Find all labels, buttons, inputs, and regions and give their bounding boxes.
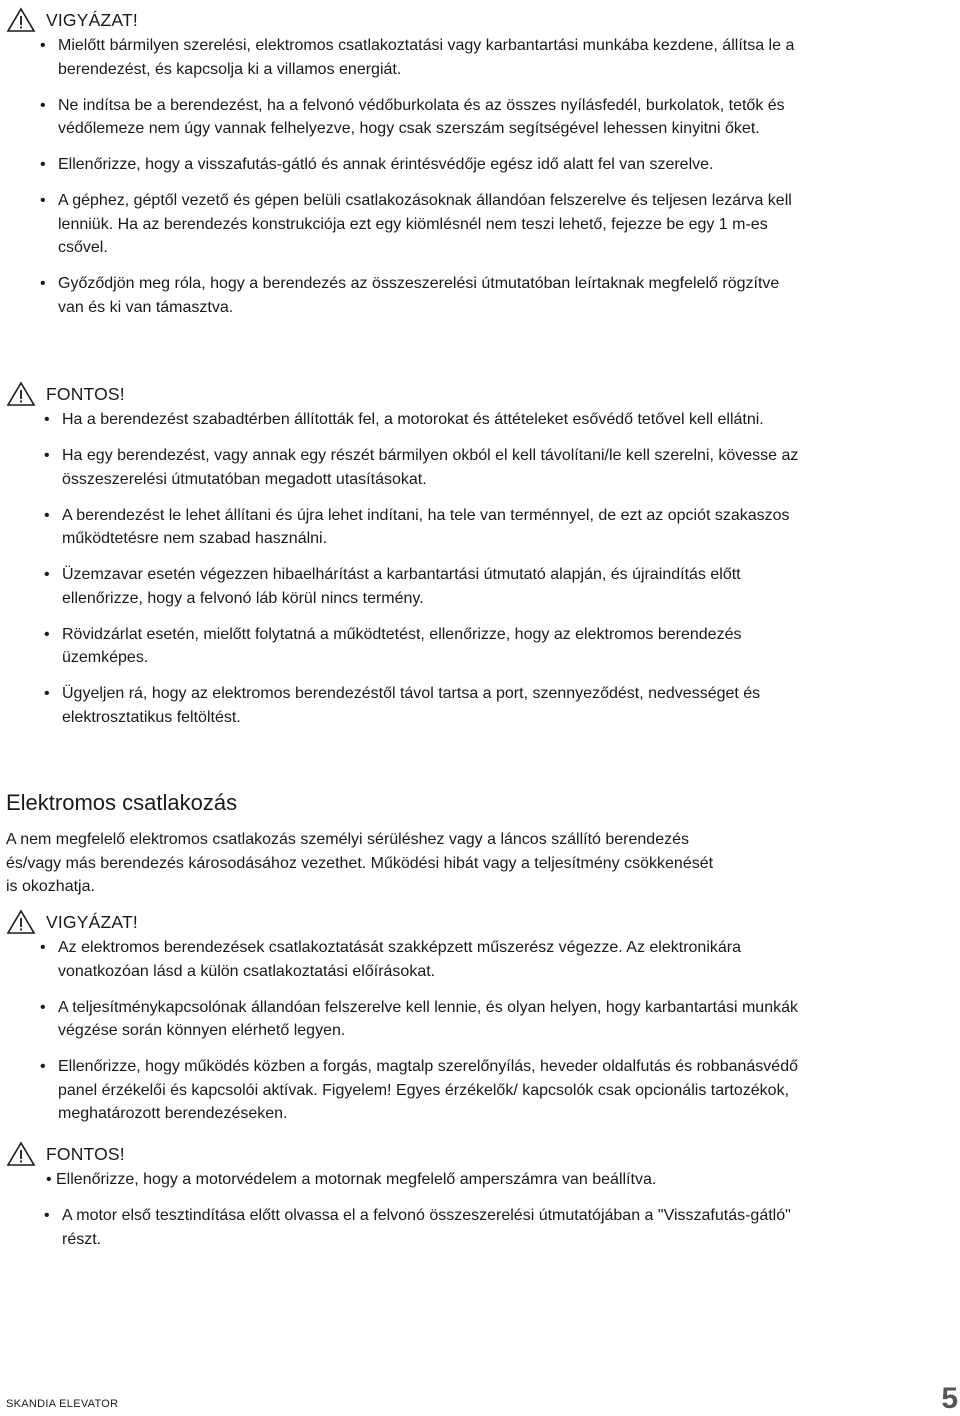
- warning-triangle-icon: [6, 1141, 36, 1167]
- list-item: • Ha egy berendezést, vagy annak egy részét bármilyen okból el kell távolítani/le kell szerelni, kövesse az összeszerelési útmutatóban megadott utasításokat.: [62, 444, 802, 491]
- list-item: • Ellenőrizze, hogy a motorvédelem a motornak megfelelő amperszámra van beállítva.: [56, 1168, 796, 1192]
- important-block-1: [6, 380, 956, 742]
- warning-block-2: [6, 908, 956, 1138]
- warning-heading: [6, 6, 956, 34]
- page-number: 5: [941, 1382, 958, 1415]
- list-item: • Mielőtt bármilyen szerelési, elektromos csatlakoztatási vagy karbantartási munkába kezdene, állítsa le a berendezést, és kapcsolja ki a villamos energiát.: [58, 34, 798, 81]
- list-item: • Ne indítsa be a berendezést, ha a felvonó védőburkolata és az összes nyílásfedél, burkolatok, tetők és védőlemeze nem úgy vannak felhelyezve, hogy csak szerszám segítségével lehessen kinyitni őket.: [58, 94, 798, 141]
- section-intro: A nem megfelelő elektromos csatlakozás személyi sérüléshez vagy a láncos szállító berendezés és/vagy más berendezés károsodásához vezethet. Működési hibát vagy a teljesítmény csökkenését is okozhatja.: [6, 831, 714, 895]
- list-item: • Ellenőrizze, hogy a visszafutás-gátló és annak érintésvédője egész idő alatt fel van szerelve.: [58, 153, 798, 177]
- list-item: • A teljesítménykapcsolónak állandóan felszerelve kell lennie, és olyan helyen, hogy karbantartási munkák végzése során könnyen elérhető legyen.: [58, 996, 798, 1043]
- list-item: • A géphez, géptől vezető és gépen belüli csatlakozásoknak állandóan felszerelve és teljesen lezárva kell lenniük. Ha az berendezés konstrukciója ezt egy kiömlésnél nem teszi lehető, fejezze be egy 1 m-es csővel.: [58, 189, 798, 260]
- warning-heading: [6, 908, 956, 936]
- footer-brand: SKANDIA ELEVATOR: [6, 1398, 119, 1410]
- warning-list-2: [58, 936, 956, 1126]
- list-item: • Az elektromos berendezések csatlakoztatását szakképzett műszerész végezze. Az elektronikára vonatkozóan lásd a külön csatlakoztatási előírásokat.: [58, 936, 798, 983]
- list-item: • Üzemzavar esetén végezzen hibaelhárítást a karbantartási útmutató alapján, és újraindítás előtt ellenőrizze, hogy a felvonó láb körül nincs termény.: [62, 563, 802, 610]
- warning-triangle-icon: [6, 909, 36, 935]
- list-item: • Győződjön meg róla, hogy a berendezés az összeszerelési útmutatóban leírtaknak megfelelő rögzítve van és ki van támasztva.: [58, 272, 798, 319]
- warning-heading-text: VIGYÁZAT!: [46, 9, 138, 30]
- list-item: • Ha a berendezést szabadtérben állították fel, a motorokat és áttételeket esővédő tetővel kell ellátni.: [62, 408, 802, 432]
- important-heading: [6, 380, 956, 408]
- list-item: • Ellenőrizze, hogy működés közben a forgás, magtalp szerelőnyílás, heveder oldalfutás és robbanásvédő panel érzékelői és kapcsolói aktívak. Figyelem! Egyes érzékelők/ kapcsolók csak opcionális tartozékok, meghatározott berendezéseken.: [58, 1055, 798, 1126]
- important-list-1: [62, 408, 956, 729]
- important-heading: [6, 1140, 956, 1168]
- list-item: • Rövidzárlat esetén, mielőtt folytatná a működtetést, ellenőrizze, hogy az elektromos berendezés üzemképes.: [62, 623, 802, 670]
- warning-list-1: [58, 34, 956, 319]
- warning-heading-text: VIGYÁZAT!: [46, 911, 138, 932]
- list-item: • A motor első tesztindítása előtt olvassa el a felvonó összeszerelési útmutatójában a "Visszafutás-gátló" részt.: [62, 1204, 802, 1251]
- important-block-2: [6, 1140, 956, 1264]
- list-item: • A berendezést le lehet állítani és újra lehet indítani, ha tele van terménnyel, de ezt az opciót szakaszos működtetésre nem szabad használni.: [62, 504, 802, 551]
- warning-block-1: [6, 6, 956, 332]
- warning-triangle-icon: [6, 7, 36, 33]
- important-heading-text: FONTOS!: [46, 1143, 125, 1164]
- section-title: Elektromos csatlakozás: [6, 790, 238, 815]
- list-item: • Ügyeljen rá, hogy az elektromos berendezéstől távol tartsa a port, szennyeződést, nedvességet és elektrosztatikus feltöltést.: [62, 682, 802, 729]
- important-heading-text: FONTOS!: [46, 383, 125, 404]
- warning-triangle-icon: [6, 381, 36, 407]
- important-list-2: [56, 1168, 956, 1251]
